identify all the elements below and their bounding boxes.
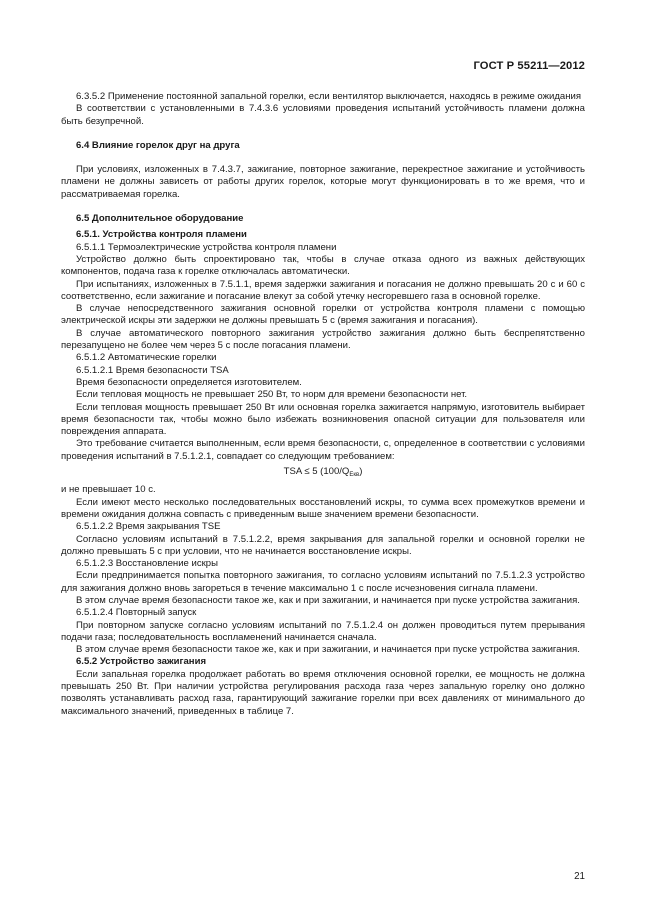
- formula-tsa: [61, 463, 585, 484]
- paragraph: Если тепловая мощность превышает 250 Вт или основная горелка зажигается напрямую, изготовитель выбирает время безопасности так, чтобы можно было избежать возникновения опасной ситуации для пользователя или повреждения аппарата.: [61, 401, 585, 438]
- paragraph: В соответствии с установленными в 7.4.3.6 условиями проведения испытаний устойчивость пламени должна быть безупречной.: [61, 103, 585, 127]
- paragraph: Время безопасности определяется изготовителем.: [76, 376, 302, 388]
- paragraph: При испытаниях, изложенных в 7.5.1.1, время задержки зажигания и погасания не должно превышать 20 с и 60 с соответственно, если зажигание и погасание влекут за собой утечку несгоревшего газа в основной горелке.: [61, 278, 585, 302]
- paragraph: 6.5.1.2.3 Восстановление искры: [76, 558, 218, 570]
- paragraph: Если запальная горелка продолжает работать во время отключения основной горелки, ее мощность не должна превышать 250 Вт. При наличии устройства регулирования расхода газа через запальную горелку оно должно позволять устанавливать расход газа, гарантирующий зажигание горелки при всех давлениях от минимального до максимального значений, приведенных в таблице 7.: [61, 668, 585, 717]
- paragraph: При условиях, изложенных в 7.4.3.7, зажигание, повторное зажигание, перекрестное зажигание и устойчивость пламени не должны зависеть от работы других горелок, которые могут функционировать в то же время, что и рассматриваемая горелка.: [61, 164, 585, 200]
- paragraph: При повторном запуске согласно условиям испытаний по 7.5.1.2.4 он должен проводиться путем прерывания подачи газа; последовательность воспламенений начинается сначала.: [61, 619, 585, 643]
- formula-main: TSA ≤ 5 (100/Q: [283, 466, 350, 478]
- paragraph: Если предпринимается попытка повторного зажигания, то согласно условиям испытаний по 7.5.1.2.3 устройство для зажигания должно вновь загореться в течение максимально 1 с после исчезновения сигнала пламени.: [61, 570, 585, 594]
- paragraph: Это требование считается выполненным, если время безопасности, с, определенное в соответствии с условиями проведения испытаний в 7.5.1.2.1, совпадает со следующим требованием:: [61, 438, 585, 462]
- standard-header: ГОСТ Р 55211—2012: [473, 60, 585, 72]
- section-heading-6-4: 6.4 Влияние горелок друг на друга: [76, 139, 240, 151]
- document-body: [61, 91, 585, 718]
- paragraph: 6.5.1.2.1 Время безопасности TSA: [76, 364, 229, 376]
- section-heading-6-5-1: 6.5.1. Устройства контроля пламени: [76, 229, 247, 241]
- formula-subscript: Екв: [349, 472, 360, 479]
- section-heading-6-5-2: 6.5.2 Устройство зажигания: [76, 656, 207, 668]
- paragraph: 6.5.1.2.4 Повторный запуск: [76, 607, 197, 619]
- paragraph: 6.5.1.2.2 Время закрывания TSE: [76, 521, 221, 533]
- paragraph: В случае непосредственного зажигания основной горелки от устройства контроля пламени с помощью электрической искры эти задержки не должны превышать 5 с (время зажигания и погасания).: [61, 303, 585, 327]
- paragraph: В случае автоматического повторного зажигания устройство зажигания должно быть беспрепятственно перезапущено не более чем через 5 с после погасания пламени.: [61, 327, 585, 352]
- paragraph: 6.5.1.1 Термоэлектрические устройства контроля пламени: [76, 241, 337, 253]
- page-number: 21: [574, 871, 585, 882]
- paragraph: Согласно условиям испытаний в 7.5.1.2.2, время закрывания для запальной горелки и основной горелки не должно превышать 5 с при условии, что не начинается восстановление искры.: [61, 533, 585, 557]
- paragraph: Если имеют место несколько последовательных восстановлений искры, то сумма всех промежутков времени и времени ожидания должна совпасть с приведенным выше значением времени безопасности.: [61, 496, 585, 520]
- paragraph: В этом случае время безопасности такое же, как и при зажигании, и начинается при пуске устройства зажигания.: [76, 644, 580, 656]
- paragraph: 6.3.5.2 Применение постоянной запальной горелки, если вентилятор выключается, находясь в режиме ожидания: [76, 91, 581, 102]
- paragraph: 6.5.1.2 Автоматические горелки: [76, 352, 217, 364]
- paragraph: Устройство должно быть спроектировано так, чтобы в случае отказа одного из важных действующих компонентов, подача газа к горелке отключалась автоматически.: [61, 253, 585, 278]
- section-heading-6-5: 6.5 Дополнительное оборудование: [76, 213, 244, 225]
- paragraph: В этом случае время безопасности такое же, как и при зажигании, и начинается при пуске устройства зажигания.: [76, 594, 580, 606]
- formula-end: ): [359, 466, 363, 478]
- paragraph: и не превышает 10 с.: [61, 484, 156, 496]
- paragraph: Если тепловая мощность не превышает 250 Вт, то норм для времени безопасности нет.: [76, 389, 468, 401]
